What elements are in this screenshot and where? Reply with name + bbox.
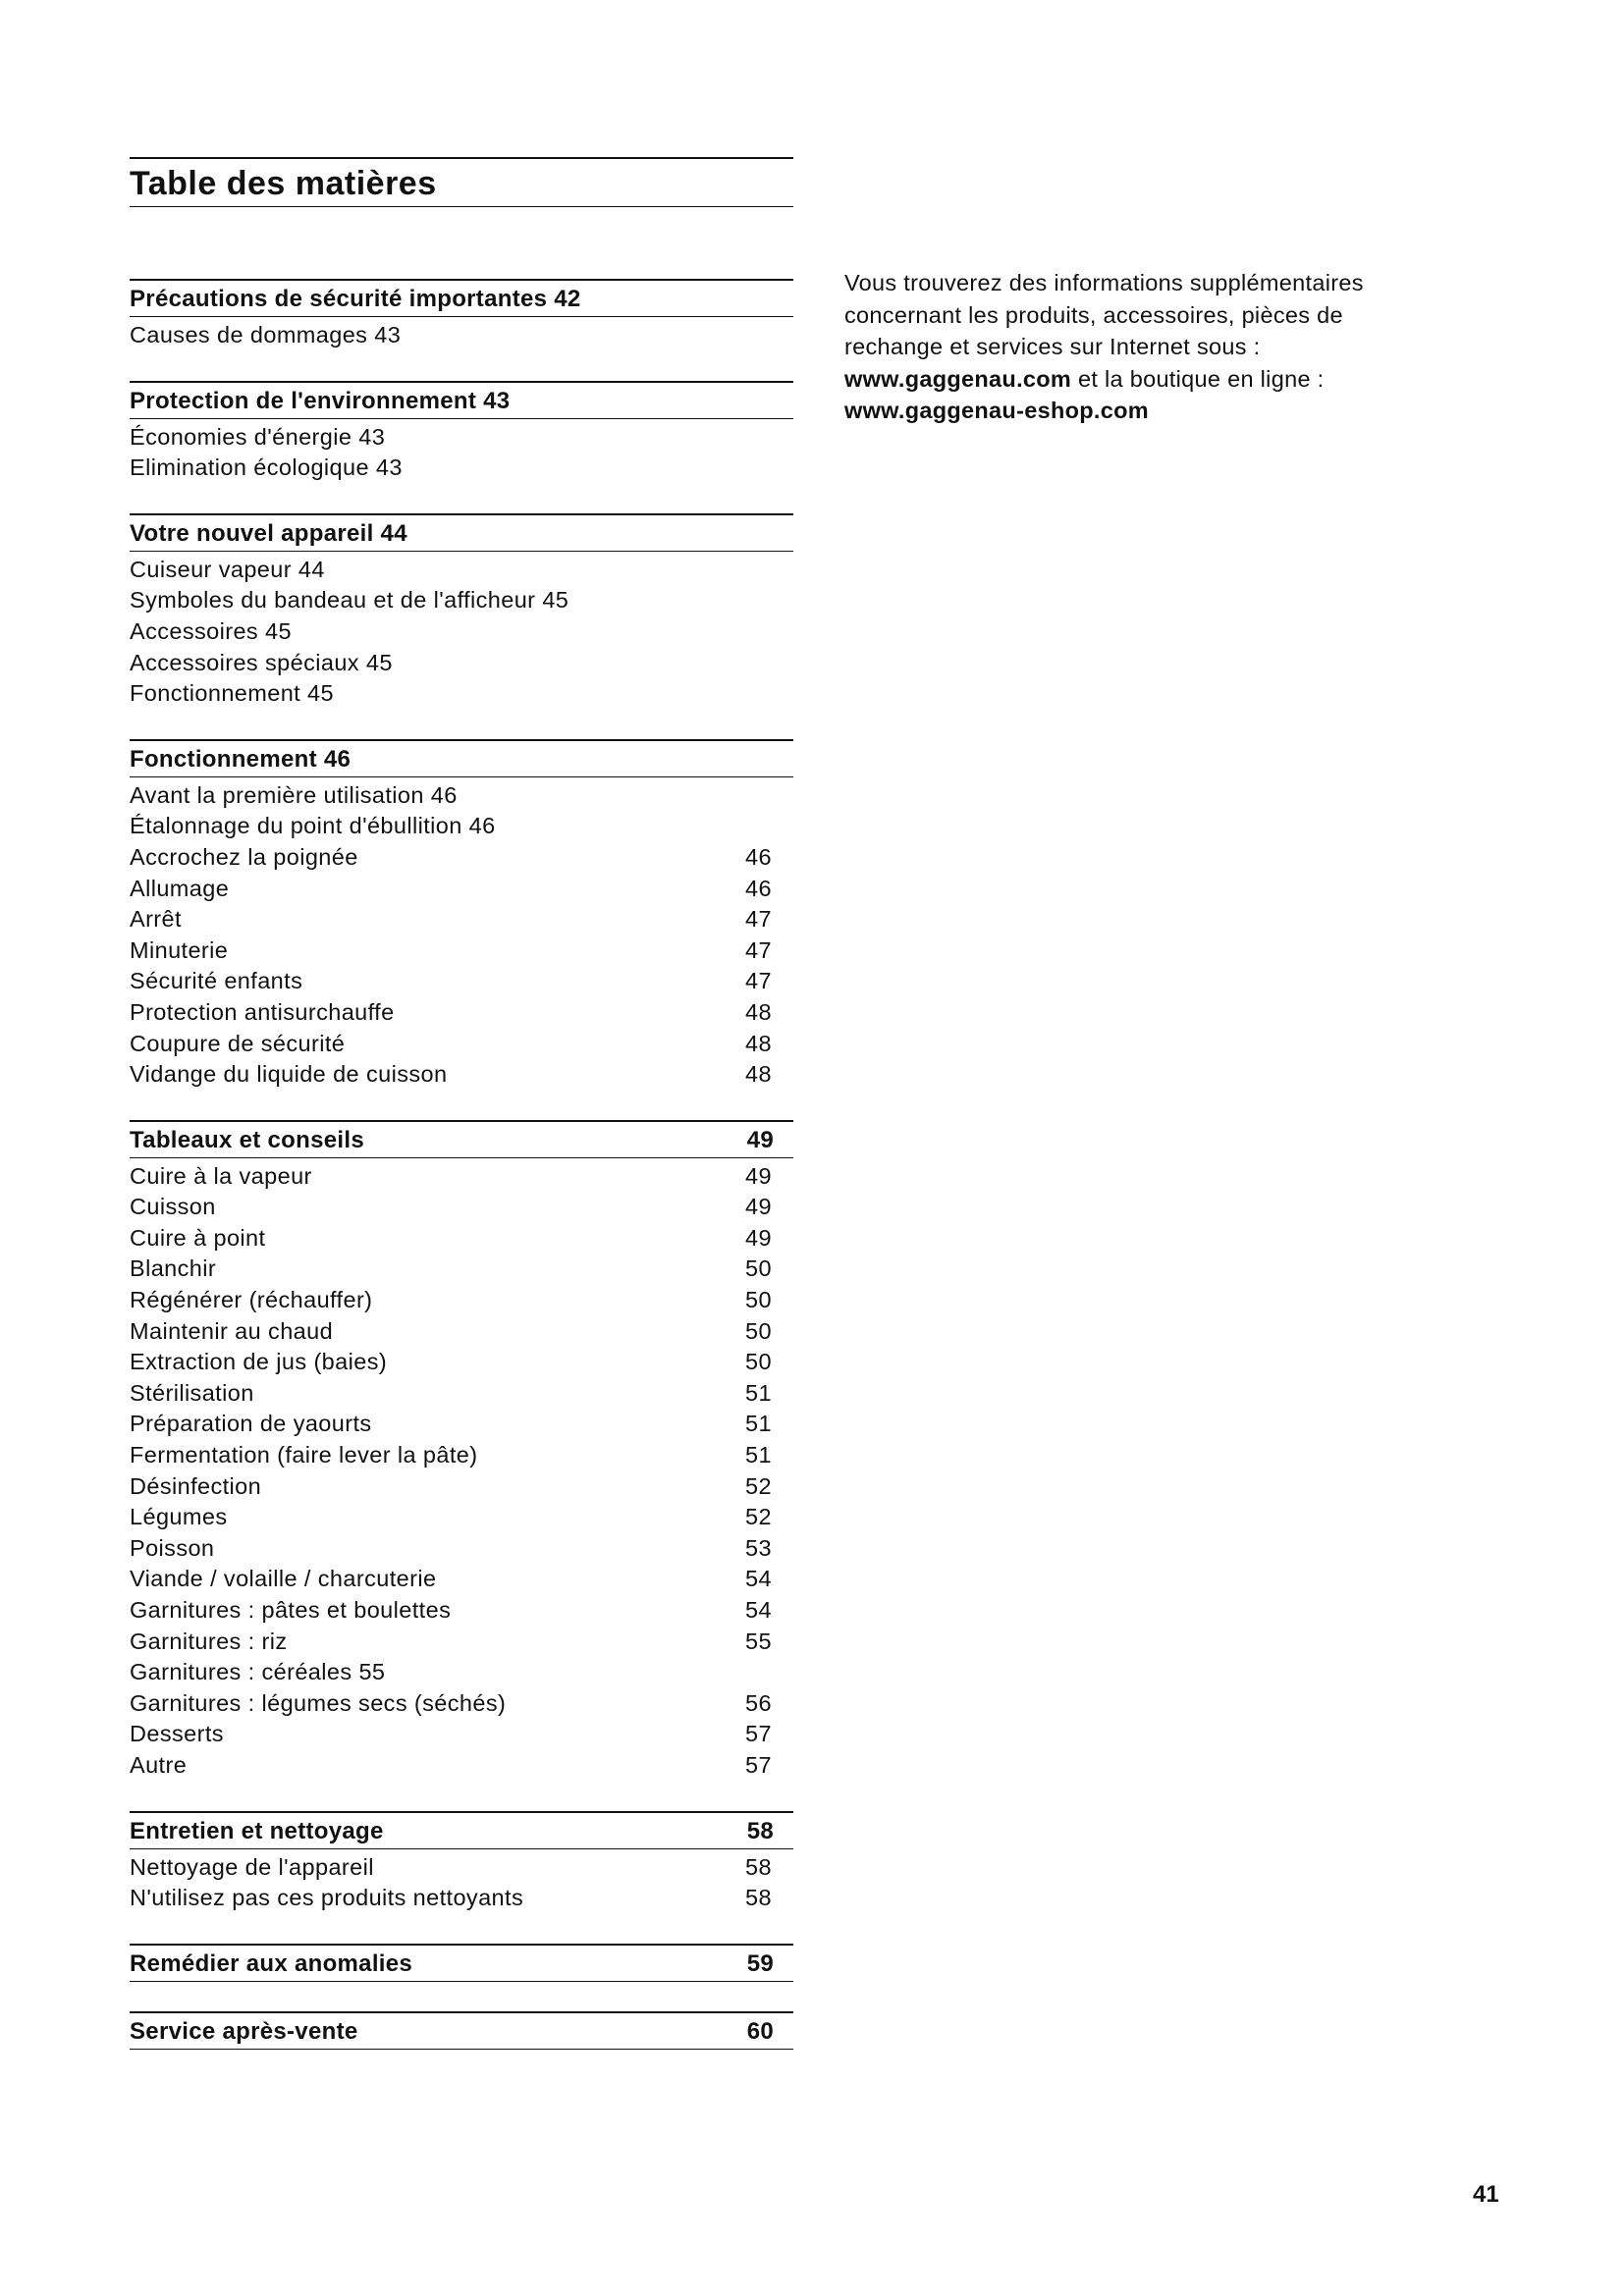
toc-entry[interactable] xyxy=(130,842,793,874)
section-page-number: 60 xyxy=(746,2017,774,2045)
toc-entry[interactable] xyxy=(130,1192,793,1223)
entry-page-number: 47 xyxy=(745,906,772,933)
toc-section-heading[interactable] xyxy=(130,279,793,317)
toc-entry-list xyxy=(130,777,793,1091)
info-line xyxy=(844,363,1453,396)
entry-title: Cuisson xyxy=(130,1194,216,1220)
entry-page-number: 58 xyxy=(745,1885,772,1911)
entry-page-number: 53 xyxy=(745,1534,772,1561)
entry-page-number: 54 xyxy=(745,1566,772,1592)
toc-section-heading[interactable] xyxy=(130,2011,793,2050)
toc-entry-list xyxy=(130,1849,793,1914)
toc-entry[interactable] xyxy=(130,811,793,842)
entry-page-number: 50 xyxy=(745,1287,772,1313)
toc-entry[interactable] xyxy=(130,1223,793,1255)
entry-title: Accessoires 45 xyxy=(130,617,292,644)
info-connector: et la boutique en ligne : xyxy=(1071,365,1325,392)
toc-entry[interactable] xyxy=(130,997,793,1029)
toc-entry[interactable] xyxy=(130,1471,793,1503)
toc-entry[interactable] xyxy=(130,1440,793,1471)
entry-page-number: 57 xyxy=(745,1751,772,1778)
entry-page-number: 47 xyxy=(745,968,772,994)
toc-entry[interactable] xyxy=(130,1409,793,1440)
toc-section xyxy=(130,2011,793,2050)
toc-entry[interactable] xyxy=(130,1719,793,1750)
entry-title: Accrochez la poignée xyxy=(130,843,358,870)
entry-page-number: 52 xyxy=(745,1504,772,1530)
entry-page-number: 48 xyxy=(745,1030,772,1056)
entry-page-number: 49 xyxy=(745,1194,772,1220)
page-title-block xyxy=(130,157,793,207)
entry-page-number: 54 xyxy=(745,1597,772,1623)
info-line: concernant les produits, accessoires, pièces de xyxy=(844,301,1343,328)
entry-title: Cuire à la vapeur xyxy=(130,1162,312,1189)
section-title: Protection de l'environnement 43 xyxy=(130,387,511,414)
gaggenau-link[interactable]: www.gaggenau.com xyxy=(844,365,1072,392)
entry-page-number: 58 xyxy=(745,1853,772,1880)
toc-section-heading[interactable] xyxy=(130,381,793,419)
entry-page-number: 50 xyxy=(745,1317,772,1344)
toc-entry[interactable] xyxy=(130,904,793,935)
entry-title: Légumes xyxy=(130,1504,228,1530)
toc-entry[interactable] xyxy=(130,1347,793,1378)
entry-title: N'utilisez pas ces produits nettoyants xyxy=(130,1885,524,1911)
entry-title: Nettoyage de l'appareil xyxy=(130,1853,374,1880)
entry-title: Protection antisurchauffe xyxy=(130,998,395,1025)
entry-title: Garnitures : légumes secs (séchés) xyxy=(130,1689,507,1716)
section-title: Fonctionnement 46 xyxy=(130,745,352,773)
toc-entry[interactable] xyxy=(130,1316,793,1348)
entry-title: Allumage xyxy=(130,875,230,901)
toc-section xyxy=(130,279,793,351)
entry-title: Régénérer (réchauffer) xyxy=(130,1287,373,1313)
toc-entry[interactable] xyxy=(130,1059,793,1091)
section-title: Remédier aux anomalies xyxy=(130,1949,413,1977)
entry-title: Blanchir xyxy=(130,1255,217,1282)
toc-entry[interactable] xyxy=(130,1285,793,1316)
section-title: Service après-vente xyxy=(130,2017,358,2045)
entry-title: Économies d'énergie 43 xyxy=(130,423,386,450)
entry-page-number: 50 xyxy=(745,1255,772,1282)
entry-title: Symboles du bandeau et de l'afficheur 45 xyxy=(130,587,569,614)
toc-section xyxy=(130,1944,793,1982)
toc-section-heading[interactable] xyxy=(130,1811,793,1849)
toc-entry[interactable] xyxy=(130,1688,793,1720)
entry-title: Viande / volaille / charcuterie xyxy=(130,1566,437,1592)
entry-page-number: 51 xyxy=(745,1411,772,1437)
info-line: Vous trouverez des informations supplémentaires xyxy=(844,270,1364,295)
toc-entry[interactable] xyxy=(130,1533,793,1565)
entry-title: Extraction de jus (baies) xyxy=(130,1349,388,1375)
entry-page-number: 56 xyxy=(745,1689,772,1716)
section-title: Votre nouvel appareil 44 xyxy=(130,519,407,547)
entry-title: Coupure de sécurité xyxy=(130,1030,346,1056)
entry-page-number: 55 xyxy=(745,1628,772,1654)
toc-entry[interactable] xyxy=(130,1883,793,1914)
section-title: Précautions de sécurité importantes 42 xyxy=(130,286,581,312)
entry-title: Garnitures : riz xyxy=(130,1628,288,1654)
toc-entry-list xyxy=(130,419,793,484)
entry-title: Garnitures : pâtes et boulettes xyxy=(130,1597,452,1623)
entry-page-number: 49 xyxy=(745,1224,772,1251)
entry-title: Maintenir au chaud xyxy=(130,1317,334,1344)
table-of-contents xyxy=(130,279,793,2079)
entry-page-number: 48 xyxy=(745,1061,772,1088)
toc-entry[interactable] xyxy=(130,678,793,710)
toc-entry[interactable] xyxy=(130,1852,793,1884)
toc-entry[interactable] xyxy=(130,320,793,351)
toc-section xyxy=(130,739,793,1091)
entry-title: Préparation de yaourts xyxy=(130,1411,372,1437)
section-page-number: 49 xyxy=(746,1126,774,1153)
toc-entry[interactable] xyxy=(130,1595,793,1627)
entry-title: Poisson xyxy=(130,1534,215,1561)
entry-title: Desserts xyxy=(130,1721,224,1747)
section-title: Tableaux et conseils xyxy=(130,1126,364,1153)
toc-entry[interactable] xyxy=(130,616,793,648)
entry-title: Étalonnage du point d'ébullition 46 xyxy=(130,813,496,839)
toc-entry[interactable] xyxy=(130,422,793,454)
section-page-number: 59 xyxy=(746,1949,774,1977)
entry-title: Fermentation (faire lever la pâte) xyxy=(130,1442,478,1468)
toc-entry-list xyxy=(130,1158,793,1782)
entry-page-number: 48 xyxy=(745,998,772,1025)
toc-entry[interactable] xyxy=(130,1254,793,1285)
toc-entry[interactable] xyxy=(130,935,793,967)
toc-section-heading[interactable] xyxy=(130,1120,793,1158)
entry-title: Minuterie xyxy=(130,936,229,963)
toc-section xyxy=(130,513,793,710)
online-info-note xyxy=(844,267,1453,427)
entry-page-number: 51 xyxy=(745,1379,772,1406)
entry-title: Causes de dommages 43 xyxy=(130,322,402,347)
entry-title: Arrêt xyxy=(130,906,182,933)
toc-entry[interactable] xyxy=(130,874,793,905)
entry-title: Vidange du liquide de cuisson xyxy=(130,1061,448,1088)
toc-entry[interactable] xyxy=(130,966,793,997)
section-page-number: 58 xyxy=(746,1817,774,1844)
info-line xyxy=(844,395,1453,427)
entry-title: Cuire à point xyxy=(130,1224,266,1251)
page-title: Table des matières xyxy=(130,165,437,202)
entry-page-number: 47 xyxy=(745,936,772,963)
toc-entry[interactable] xyxy=(130,1161,793,1193)
info-line: rechange et services sur Internet sous : xyxy=(844,334,1261,359)
page-number: 41 xyxy=(1473,2181,1499,2208)
toc-entry[interactable] xyxy=(130,585,793,616)
toc-entry[interactable] xyxy=(130,1750,793,1782)
entry-title: Accessoires spéciaux 45 xyxy=(130,649,393,675)
entry-title: Cuiseur vapeur 44 xyxy=(130,556,325,582)
entry-title: Désinfection xyxy=(130,1472,262,1499)
entry-title: Sécurité enfants xyxy=(130,968,303,994)
toc-section-heading[interactable] xyxy=(130,1944,793,1982)
toc-entry-list xyxy=(130,552,793,710)
toc-entry[interactable] xyxy=(130,453,793,484)
entry-page-number: 50 xyxy=(745,1349,772,1375)
toc-section xyxy=(130,381,793,484)
entry-title: Garnitures : céréales 55 xyxy=(130,1659,386,1685)
toc-entry[interactable] xyxy=(130,555,793,586)
entry-title: Autre xyxy=(130,1751,188,1778)
entry-page-number: 57 xyxy=(745,1721,772,1747)
entry-title: Stérilisation xyxy=(130,1379,254,1406)
entry-page-number: 51 xyxy=(745,1442,772,1468)
entry-title: Fonctionnement 45 xyxy=(130,680,334,707)
toc-section xyxy=(130,1811,793,1914)
toc-entry[interactable] xyxy=(130,1564,793,1595)
entry-page-number: 46 xyxy=(745,875,772,901)
section-title: Entretien et nettoyage xyxy=(130,1817,384,1844)
toc-section-heading[interactable] xyxy=(130,513,793,552)
toc-section xyxy=(130,1120,793,1782)
toc-entry[interactable] xyxy=(130,1657,793,1688)
gaggenau-eshop-link[interactable]: www.gaggenau-eshop.com xyxy=(844,398,1149,423)
toc-entry[interactable] xyxy=(130,1029,793,1060)
entry-title: Avant la première utilisation 46 xyxy=(130,781,458,808)
toc-entry[interactable] xyxy=(130,1378,793,1410)
toc-entry[interactable] xyxy=(130,780,793,812)
entry-page-number: 46 xyxy=(745,843,772,870)
toc-section-heading[interactable] xyxy=(130,739,793,777)
entry-page-number: 49 xyxy=(745,1162,772,1189)
entry-page-number: 52 xyxy=(745,1472,772,1499)
toc-entry-list xyxy=(130,317,793,351)
toc-entry[interactable] xyxy=(130,1627,793,1658)
toc-entry[interactable] xyxy=(130,1502,793,1533)
toc-entry[interactable] xyxy=(130,648,793,679)
entry-title: Elimination écologique 43 xyxy=(130,454,403,481)
